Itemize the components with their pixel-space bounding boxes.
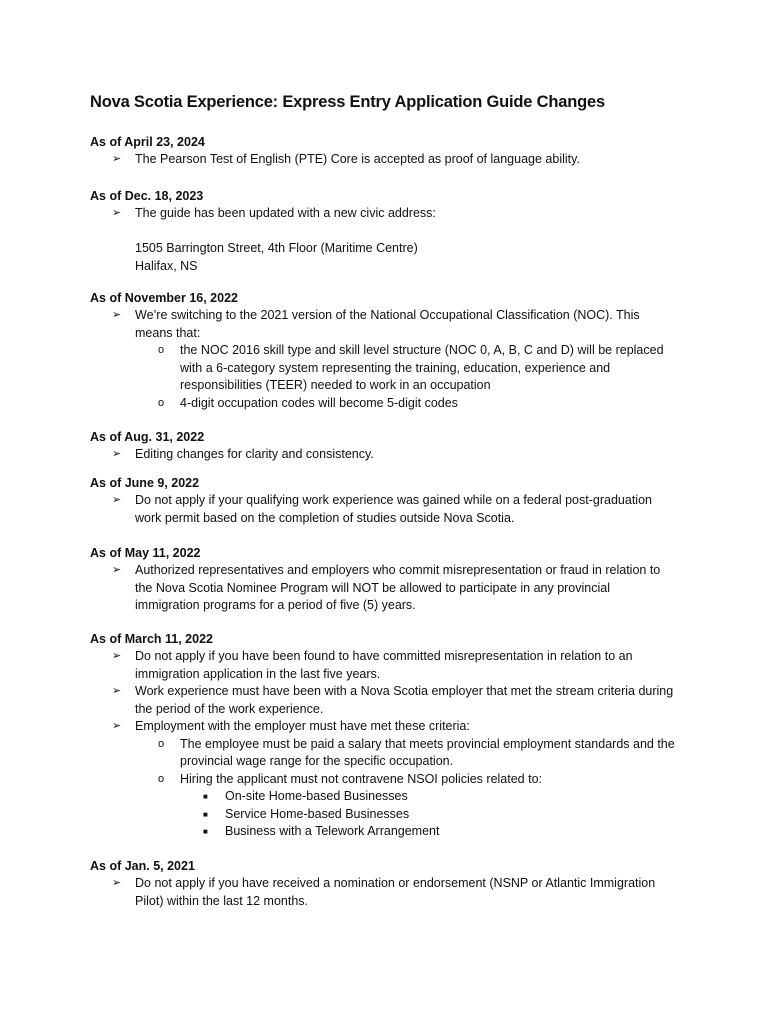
address-line: Halifax, NS	[135, 258, 198, 273]
document-title: Nova Scotia Experience: Express Entry Application Guide Changes	[90, 93, 605, 111]
list-item-text: Do not apply if you have received a nomination or endorsement (NSNP or Atlantic Immigration Pilot) within the last 12 months.	[135, 876, 656, 908]
circle-bullet-icon: o	[158, 396, 165, 409]
sub-list-item-text: The employee must be paid a salary that meets provincial employment standards and the provincial wage range for the specific occupation.	[180, 736, 675, 768]
arrow-bullet-icon: ➢	[112, 720, 122, 732]
section-date-heading: As of June 9, 2022	[90, 476, 200, 490]
change-section	[90, 134, 768, 169]
arrow-bullet-icon: ➢	[112, 685, 122, 697]
list-item	[90, 492, 675, 527]
list-item	[90, 683, 675, 718]
list-item	[90, 151, 675, 169]
arrow-bullet-icon: ➢	[112, 448, 122, 460]
change-section	[90, 858, 768, 910]
list-item-text: Do not apply if you have been found to have committed misrepresentation in relation to an immigration application in the last five years.	[135, 649, 633, 681]
list-item-text: Employment with the employer must have met these criteria:	[135, 719, 470, 733]
sub-sub-list-item-text: On-site Home-based Businesses	[225, 789, 408, 803]
list-item-text: We’re switching to the 2021 version of the National Occupational Classification (NOC). This means that:	[135, 308, 640, 340]
address-line: 1505 Barrington Street, 4th Floor (Maritime Centre)	[135, 241, 418, 255]
sub-list-item-text: 4-digit occupation codes will become 5-digit codes	[180, 395, 458, 410]
square-bullet-icon: ■	[203, 827, 208, 836]
sub-sub-list-item	[90, 806, 675, 824]
section-date-heading: As of Jan. 5, 2021	[90, 859, 195, 873]
section-date-heading: As of Aug. 31, 2022	[90, 430, 205, 444]
sub-sub-list-item	[90, 823, 675, 841]
section-date-heading: As of April 23, 2024	[90, 135, 205, 149]
sub-list-item	[90, 395, 675, 413]
section-date-heading: As of March 11, 2022	[90, 632, 213, 646]
list-item-text: Authorized representatives and employers who commit misrepresentation or fraud in relation to the Nova Scotia Nominee Program will NOT be allowed to participate in any provincial immigration programs for a period of five (5) years.	[135, 563, 661, 612]
list-item-text: The guide has been updated with a new civic address:	[135, 206, 436, 220]
arrow-bullet-icon: ➢	[112, 650, 122, 662]
sub-list-item	[90, 771, 675, 789]
arrow-bullet-icon: ➢	[112, 564, 122, 576]
list-item-text: The Pearson Test of English (PTE) Core is accepted as proof of language ability.	[135, 152, 580, 166]
change-section	[90, 475, 768, 527]
sub-list-item-text: Hiring the applicant must not contravene NSOI policies related to:	[180, 771, 542, 786]
change-section	[90, 188, 768, 275]
change-section	[90, 290, 768, 412]
arrow-bullet-icon: ➢	[112, 153, 122, 165]
sub-sub-list-item-text: Service Home-based Businesses	[225, 806, 410, 821]
list-item-text: Editing changes for clarity and consistency.	[135, 447, 374, 461]
section-date-heading: As of May 11, 2022	[90, 546, 201, 560]
circle-bullet-icon: o	[158, 344, 165, 356]
list-item	[90, 307, 675, 342]
square-bullet-icon: ■	[203, 792, 208, 801]
square-bullet-icon: ■	[203, 809, 208, 819]
section-date-heading: As of November 16, 2022	[90, 291, 238, 305]
circle-bullet-icon: o	[158, 737, 165, 750]
arrow-bullet-icon: ➢	[112, 207, 122, 219]
circle-bullet-icon: o	[158, 772, 165, 785]
list-item-text: Do not apply if your qualifying work experience was gained while on a federal post-graduation work permit based on the completion of studies outside Nova Scotia.	[135, 493, 652, 525]
list-item	[90, 562, 675, 615]
arrow-bullet-icon: ➢	[112, 877, 122, 889]
sub-list-item	[90, 342, 675, 395]
section-date-heading: As of Dec. 18, 2023	[90, 189, 204, 203]
sub-list-item-text: the NOC 2016 skill type and skill level structure (NOC 0, A, B, C and D) will be replaced with a 6-category system representing the training, education, experience and responsibilities (TEER) needed to work in an occupation	[180, 343, 664, 392]
arrow-bullet-icon: ➢	[112, 494, 122, 506]
list-item	[90, 446, 675, 464]
sub-list-item	[90, 736, 675, 771]
sub-sub-list-item-text: Business with a Telework Arrangement	[225, 824, 440, 838]
change-section	[90, 631, 768, 841]
change-section	[90, 545, 768, 615]
sub-sub-list-item	[90, 788, 675, 806]
list-item	[90, 718, 675, 736]
list-item	[90, 875, 675, 910]
list-item	[90, 648, 675, 683]
arrow-bullet-icon: ➢	[112, 309, 122, 321]
list-item-text: Work experience must have been with a Nova Scotia employer that met the stream criteria during the period of the work experience.	[135, 684, 674, 716]
list-item	[90, 205, 675, 223]
change-section	[90, 429, 768, 464]
